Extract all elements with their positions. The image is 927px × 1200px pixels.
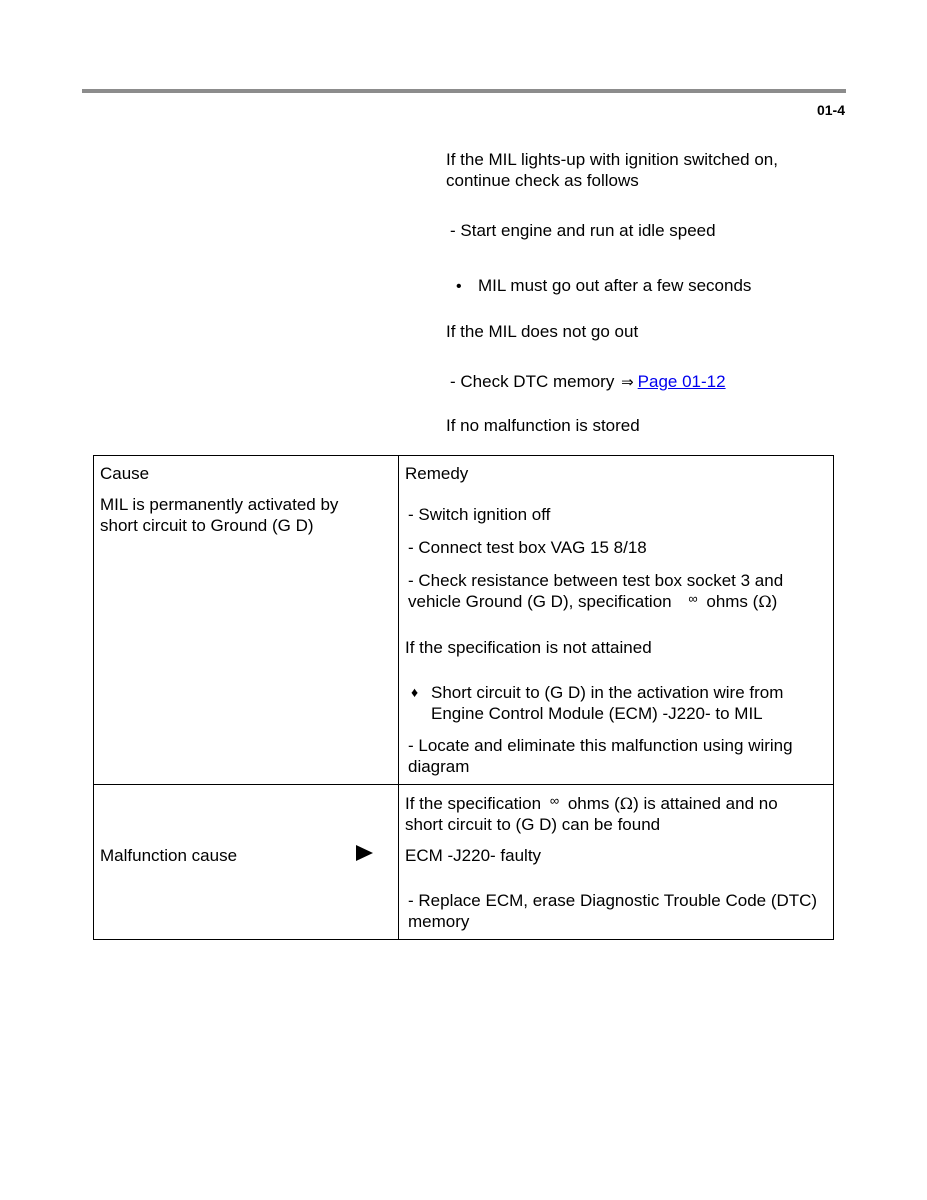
ohms-close: ) xyxy=(771,592,778,611)
row1-cause: MIL is permanently activated by short circuit to Ground (G D) xyxy=(100,495,339,535)
instruction-start-engine: - Start engine and run at idle speed xyxy=(450,221,716,240)
spec-text-b: ohms ( xyxy=(567,794,620,813)
instruction-mil-not-out: If the MIL does not go out xyxy=(446,322,639,341)
row2-spec-line2: short circuit to (G D) can be found xyxy=(405,815,661,834)
check-dtc-text: - Check DTC memory xyxy=(450,372,615,391)
infinity-symbol: ∞ xyxy=(549,793,560,808)
remedy-connect-box: - Connect test box VAG 15 8/18 xyxy=(408,538,647,557)
remedy-switch-off: - Switch ignition off xyxy=(408,505,551,524)
header-cause: Cause xyxy=(100,464,150,483)
table-column-divider xyxy=(398,456,399,939)
cause-remedy-table xyxy=(93,455,834,940)
infinity-symbol: ∞ xyxy=(688,591,698,606)
page-number: 01-4 xyxy=(816,102,845,118)
malfunction-cause-label: Malfunction cause xyxy=(100,846,238,865)
remedy-ecm-faulty: ECM -J220- faulty xyxy=(405,846,542,865)
arrow-right-icon: ⇒ xyxy=(621,374,634,391)
omega-symbol: Ω xyxy=(758,592,772,611)
omega-symbol: Ω xyxy=(619,794,634,813)
instruction-no-malfunction: If no malfunction is stored xyxy=(446,416,640,435)
remedy-check-resistance-line2 xyxy=(408,591,777,613)
short-circuit-text: Short circuit to (G D) in the activation wire from Engine Control Module (ECM) -J220- to MIL xyxy=(431,683,784,723)
header-rule xyxy=(82,89,846,93)
table-row-divider xyxy=(94,784,833,785)
spec-text-a: If the specification xyxy=(405,794,542,813)
row2-spec-line1 xyxy=(405,793,778,815)
arrow-right-triangle-icon xyxy=(356,845,373,861)
remedy-check-resistance-line1: - Check resistance between test box socket 3 and xyxy=(408,571,784,590)
spec-text-c: ) is attained and no xyxy=(633,794,778,813)
remedy-replace-ecm: - Replace ECM, erase Diagnostic Trouble Code (DTC) memory xyxy=(408,891,818,931)
remedy-not-attained: If the specification is not attained xyxy=(405,638,652,657)
diamond-bullet-icon: ♦ xyxy=(411,684,419,700)
ohms-label: ohms ( xyxy=(706,592,759,611)
instruction-mil-lights: If the MIL lights-up with ignition switched on, continue check as follows xyxy=(446,150,778,190)
check-resistance-text: vehicle Ground (G D), specification xyxy=(408,592,672,611)
instruction-mil-go-out xyxy=(456,275,751,297)
page-01-12-link[interactable]: Page 01-12 xyxy=(637,372,726,391)
instruction-mil-go-out-text: MIL must go out after a few seconds xyxy=(478,276,752,295)
header-remedy: Remedy xyxy=(405,464,469,483)
remedy-short-circuit xyxy=(411,682,826,724)
bullet-icon: • xyxy=(456,278,462,295)
instruction-check-dtc xyxy=(450,371,726,393)
remedy-locate: - Locate and eliminate this malfunction using wiring diagram xyxy=(408,736,793,776)
